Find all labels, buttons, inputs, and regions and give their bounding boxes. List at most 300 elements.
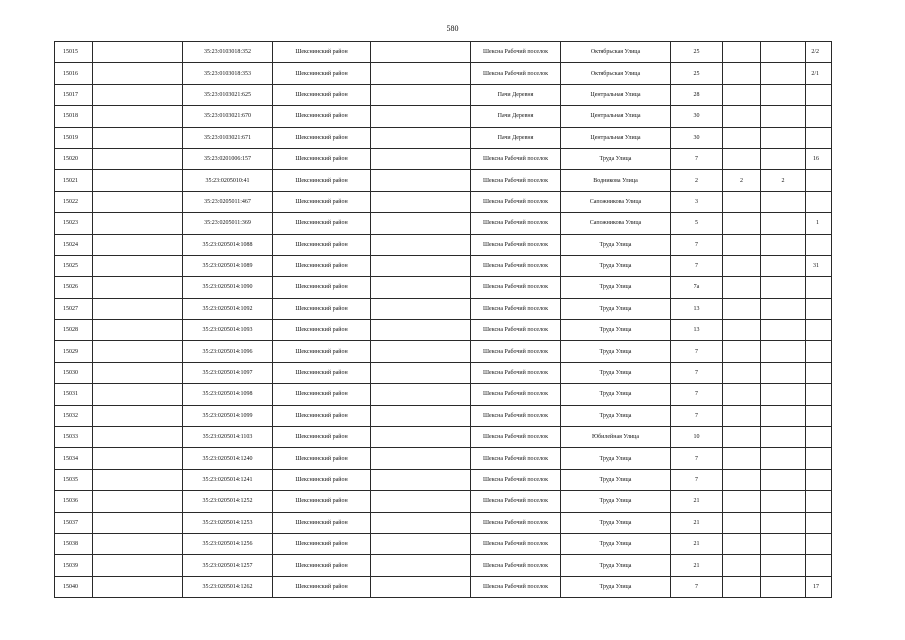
apartment-cell [806,127,832,148]
structure-cell [761,384,806,405]
blank-cell [93,427,183,448]
record-number-cell: 15016 [55,63,93,84]
cadastral-number-cell: 35:23:0103021:671 [183,127,273,148]
settlement-cell: Шексна Рабочий поселок [471,42,561,63]
building-cell [723,63,761,84]
settlement-cell: Шексна Рабочий поселок [471,341,561,362]
settlement-cell: Шексна Рабочий поселок [471,234,561,255]
table-row [55,427,832,448]
street-cell: Сапожникова Улица [561,213,671,234]
building-cell [723,576,761,597]
street-cell: Юбилейная Улица [561,427,671,448]
table-row [55,148,832,169]
house-number-cell: 7 [671,448,723,469]
apartment-cell [806,469,832,490]
cadastral-number-cell: 35:23:0205011:467 [183,191,273,212]
blank-cell [93,341,183,362]
building-cell [723,106,761,127]
page-number: 580 [446,24,459,33]
cadastral-number-cell: 35:23:0205014:1262 [183,576,273,597]
structure-cell [761,213,806,234]
street-cell: Труда Улица [561,320,671,341]
district-cell: Шекснинский район [273,255,371,276]
record-number-cell: 15032 [55,405,93,426]
record-number-cell: 15036 [55,491,93,512]
settlement-cell: Шексна Рабочий поселок [471,255,561,276]
cadastral-number-cell: 35:23:0205014:1092 [183,298,273,319]
apartment-cell [806,384,832,405]
cadastral-number-cell: 35:23:0205014:1257 [183,555,273,576]
house-number-cell: 28 [671,84,723,105]
cadastral-number-cell: 35:23:0205011:369 [183,213,273,234]
street-cell: Труда Улица [561,491,671,512]
district-cell: Шекснинский район [273,427,371,448]
apartment-cell [806,298,832,319]
house-number-cell: 13 [671,320,723,341]
street-cell: Центральная Улица [561,106,671,127]
structure-cell [761,255,806,276]
record-number-cell: 15034 [55,448,93,469]
structure-cell [761,555,806,576]
district-cell: Шекснинский район [273,576,371,597]
district-cell: Шекснинский район [273,405,371,426]
table-row [55,127,832,148]
table-row [55,405,832,426]
record-number-cell: 15018 [55,106,93,127]
blank-cell [93,42,183,63]
structure-cell: 2 [761,170,806,191]
blank-cell [93,127,183,148]
district-cell: Шекснинский район [273,448,371,469]
table-row [55,255,832,276]
house-number-cell: 7 [671,341,723,362]
cadastral-number-cell: 35:23:0205014:1096 [183,341,273,362]
cadastral-number-cell: 35:23:0205014:1090 [183,277,273,298]
house-number-cell: 7 [671,469,723,490]
building-cell [723,469,761,490]
blank-cell [371,213,471,234]
blank-cell [93,191,183,212]
table-row [55,555,832,576]
record-number-cell: 15017 [55,84,93,105]
settlement-cell: Шексна Рабочий поселок [471,63,561,84]
house-number-cell: 30 [671,106,723,127]
structure-cell [761,362,806,383]
street-cell: Труда Улица [561,255,671,276]
cadastral-number-cell: 35:23:0205014:1253 [183,512,273,533]
record-number-cell: 15021 [55,170,93,191]
structure-cell [761,106,806,127]
district-cell: Шекснинский район [273,341,371,362]
blank-cell [371,427,471,448]
blank-cell [93,298,183,319]
district-cell: Шекснинский район [273,42,371,63]
apartment-cell: 2/2 [806,42,832,63]
house-number-cell: 7 [671,234,723,255]
street-cell: Труда Улица [561,448,671,469]
blank-cell [93,491,183,512]
street-cell: Октябрьская Улица [561,63,671,84]
building-cell [723,148,761,169]
street-cell: Труда Улица [561,512,671,533]
record-number-cell: 15019 [55,127,93,148]
blank-cell [371,362,471,383]
apartment-cell: 1 [806,213,832,234]
apartment-cell [806,341,832,362]
blank-cell [371,84,471,105]
street-cell: Труда Улица [561,384,671,405]
table-row [55,170,832,191]
blank-cell [371,191,471,212]
house-number-cell: 2 [671,170,723,191]
street-cell: Труда Улица [561,405,671,426]
building-cell [723,213,761,234]
house-number-cell: 7 [671,384,723,405]
building-cell [723,298,761,319]
district-cell: Шекснинский район [273,362,371,383]
blank-cell [93,63,183,84]
building-cell [723,42,761,63]
house-number-cell: 10 [671,427,723,448]
structure-cell [761,341,806,362]
blank-cell [371,384,471,405]
apartment-cell [806,84,832,105]
record-number-cell: 15038 [55,533,93,554]
record-number-cell: 15025 [55,255,93,276]
cadastral-number-cell: 35:23:0205014:1103 [183,427,273,448]
building-cell [723,255,761,276]
blank-cell [371,234,471,255]
blank-cell [93,533,183,554]
record-number-cell: 15020 [55,148,93,169]
house-number-cell: 21 [671,512,723,533]
apartment-cell [806,106,832,127]
house-number-cell: 21 [671,491,723,512]
blank-cell [93,448,183,469]
apartment-cell [806,427,832,448]
settlement-cell: Шексна Рабочий поселок [471,213,561,234]
structure-cell [761,448,806,469]
cadastral-number-cell: 35:23:0205014:1098 [183,384,273,405]
building-cell [723,555,761,576]
district-cell: Шекснинский район [273,84,371,105]
settlement-cell: Шексна Рабочий поселок [471,469,561,490]
table-row [55,512,832,533]
house-number-cell: 21 [671,555,723,576]
street-cell: Водникова Улица [561,170,671,191]
house-number-cell: 3 [671,191,723,212]
apartment-cell [806,191,832,212]
settlement-cell: Пачи Деревня [471,106,561,127]
record-number-cell: 15023 [55,213,93,234]
street-cell: Труда Улица [561,298,671,319]
table-row [55,191,832,212]
house-number-cell: 30 [671,127,723,148]
building-cell [723,277,761,298]
street-cell: Центральная Улица [561,127,671,148]
blank-cell [371,341,471,362]
apartment-cell [806,533,832,554]
district-cell: Шекснинский район [273,320,371,341]
blank-cell [93,277,183,298]
record-number-cell: 15028 [55,320,93,341]
settlement-cell: Пачи Деревня [471,127,561,148]
street-cell: Центральная Улица [561,84,671,105]
building-cell [723,320,761,341]
cadastral-number-cell: 35:23:0103018:353 [183,63,273,84]
settlement-cell: Шексна Рабочий поселок [471,362,561,383]
cadastral-number-cell: 35:23:0205014:1088 [183,234,273,255]
blank-cell [93,320,183,341]
cadastral-number-cell: 35:23:0205014:1099 [183,405,273,426]
record-number-cell: 15040 [55,576,93,597]
record-number-cell: 15033 [55,427,93,448]
street-cell: Труда Улица [561,533,671,554]
settlement-cell: Шексна Рабочий поселок [471,191,561,212]
settlement-cell: Шексна Рабочий поселок [471,320,561,341]
table-row [55,533,832,554]
table-row [55,234,832,255]
house-number-cell: 7 [671,405,723,426]
blank-cell [371,63,471,84]
structure-cell [761,469,806,490]
apartment-cell: 17 [806,576,832,597]
apartment-cell [806,512,832,533]
building-cell [723,448,761,469]
structure-cell [761,63,806,84]
building-cell [723,405,761,426]
record-number-cell: 15026 [55,277,93,298]
district-cell: Шекснинский район [273,148,371,169]
district-cell: Шекснинский район [273,555,371,576]
blank-cell [93,213,183,234]
blank-cell [93,512,183,533]
blank-cell [93,170,183,191]
district-cell: Шекснинский район [273,491,371,512]
blank-cell [371,170,471,191]
house-number-cell: 7 [671,362,723,383]
cadastral-number-cell: 35:23:0205010:41 [183,170,273,191]
building-cell [723,512,761,533]
cadastral-number-cell: 35:23:0205014:1097 [183,362,273,383]
street-cell: Труда Улица [561,469,671,490]
settlement-cell: Шексна Рабочий поселок [471,533,561,554]
record-number-cell: 15039 [55,555,93,576]
cadastral-number-cell: 35:23:0103021:625 [183,84,273,105]
blank-cell [371,255,471,276]
structure-cell [761,277,806,298]
cadastral-number-cell: 35:23:0205014:1093 [183,320,273,341]
apartment-cell [806,277,832,298]
apartment-cell [806,362,832,383]
house-number-cell: 7 [671,576,723,597]
building-cell [723,191,761,212]
district-cell: Шекснинский район [273,63,371,84]
blank-cell [93,384,183,405]
district-cell: Шекснинский район [273,127,371,148]
structure-cell [761,191,806,212]
blank-cell [371,576,471,597]
house-number-cell: 5 [671,213,723,234]
settlement-cell: Шексна Рабочий поселок [471,148,561,169]
structure-cell [761,320,806,341]
settlement-cell: Шексна Рабочий поселок [471,170,561,191]
cadastral-number-cell: 35:23:0103021:670 [183,106,273,127]
street-cell: Октябрьская Улица [561,42,671,63]
blank-cell [93,255,183,276]
settlement-cell: Шексна Рабочий поселок [471,576,561,597]
district-cell: Шекснинский район [273,170,371,191]
house-number-cell: 25 [671,63,723,84]
blank-cell [371,320,471,341]
cadastral-number-cell: 35:23:0205014:1240 [183,448,273,469]
district-cell: Шекснинский район [273,298,371,319]
house-number-cell: 13 [671,298,723,319]
building-cell [723,362,761,383]
structure-cell [761,491,806,512]
street-cell: Сапожникова Улица [561,191,671,212]
record-number-cell: 15035 [55,469,93,490]
building-cell [723,234,761,255]
district-cell: Шекснинский район [273,213,371,234]
table-row [55,84,832,105]
building-cell [723,341,761,362]
building-cell [723,533,761,554]
apartment-cell [806,555,832,576]
structure-cell [761,427,806,448]
blank-cell [93,555,183,576]
settlement-cell: Пачи Деревня [471,84,561,105]
house-number-cell: 25 [671,42,723,63]
blank-cell [371,42,471,63]
street-cell: Труда Улица [561,576,671,597]
table-row [55,298,832,319]
table-row [55,469,832,490]
apartment-cell [806,448,832,469]
apartment-cell: 16 [806,148,832,169]
building-cell [723,384,761,405]
building-cell [723,491,761,512]
blank-cell [371,106,471,127]
blank-cell [371,277,471,298]
street-cell: Труда Улица [561,341,671,362]
blank-cell [371,555,471,576]
table-row [55,448,832,469]
building-cell [723,127,761,148]
house-number-cell: 7а [671,277,723,298]
blank-cell [371,533,471,554]
cadastral-number-cell: 35:23:0205014:1241 [183,469,273,490]
blank-cell [371,469,471,490]
settlement-cell: Шексна Рабочий поселок [471,512,561,533]
house-number-cell: 7 [671,148,723,169]
structure-cell [761,84,806,105]
blank-cell [371,127,471,148]
street-cell: Труда Улица [561,234,671,255]
settlement-cell: Шексна Рабочий поселок [471,448,561,469]
table-row [55,42,832,63]
structure-cell [761,405,806,426]
blank-cell [371,448,471,469]
blank-cell [371,491,471,512]
apartment-cell [806,405,832,426]
structure-cell [761,234,806,255]
building-cell [723,427,761,448]
record-number-cell: 15022 [55,191,93,212]
record-number-cell: 15024 [55,234,93,255]
blank-cell [93,576,183,597]
district-cell: Шекснинский район [273,234,371,255]
district-cell: Шекснинский район [273,191,371,212]
cadastral-number-cell: 35:23:0205014:1256 [183,533,273,554]
cadastral-number-cell: 35:23:0205014:1252 [183,491,273,512]
settlement-cell: Шексна Рабочий поселок [471,384,561,405]
building-cell [723,84,761,105]
record-number-cell: 15027 [55,298,93,319]
blank-cell [371,148,471,169]
blank-cell [371,405,471,426]
structure-cell [761,576,806,597]
structure-cell [761,127,806,148]
apartment-cell [806,170,832,191]
apartment-cell: 2/1 [806,63,832,84]
settlement-cell: Шексна Рабочий поселок [471,277,561,298]
district-cell: Шекснинский район [273,469,371,490]
street-cell: Труда Улица [561,148,671,169]
blank-cell [371,512,471,533]
structure-cell [761,298,806,319]
blank-cell [371,298,471,319]
house-number-cell: 7 [671,255,723,276]
street-cell: Труда Улица [561,277,671,298]
apartment-cell [806,320,832,341]
register-table [54,41,832,598]
structure-cell [761,512,806,533]
blank-cell [93,469,183,490]
settlement-cell: Шексна Рабочий поселок [471,555,561,576]
apartment-cell: 31 [806,255,832,276]
cadastral-number-cell: 35:23:0201006:157 [183,148,273,169]
cadastral-number-cell: 35:23:0205014:1089 [183,255,273,276]
table-row [55,63,832,84]
table-row [55,277,832,298]
table-row [55,491,832,512]
street-cell: Труда Улица [561,362,671,383]
apartment-cell [806,234,832,255]
district-cell: Шекснинский район [273,512,371,533]
house-number-cell: 21 [671,533,723,554]
district-cell: Шекснинский район [273,533,371,554]
table-row [55,106,832,127]
table-row [55,341,832,362]
street-cell: Труда Улица [561,555,671,576]
blank-cell [93,362,183,383]
table-row [55,213,832,234]
blank-cell [93,405,183,426]
table-row [55,576,832,597]
table-row [55,362,832,383]
apartment-cell [806,491,832,512]
record-number-cell: 15030 [55,362,93,383]
structure-cell [761,533,806,554]
structure-cell [761,148,806,169]
settlement-cell: Шексна Рабочий поселок [471,298,561,319]
settlement-cell: Шексна Рабочий поселок [471,427,561,448]
blank-cell [93,148,183,169]
record-number-cell: 15029 [55,341,93,362]
record-number-cell: 15037 [55,512,93,533]
district-cell: Шекснинский район [273,106,371,127]
